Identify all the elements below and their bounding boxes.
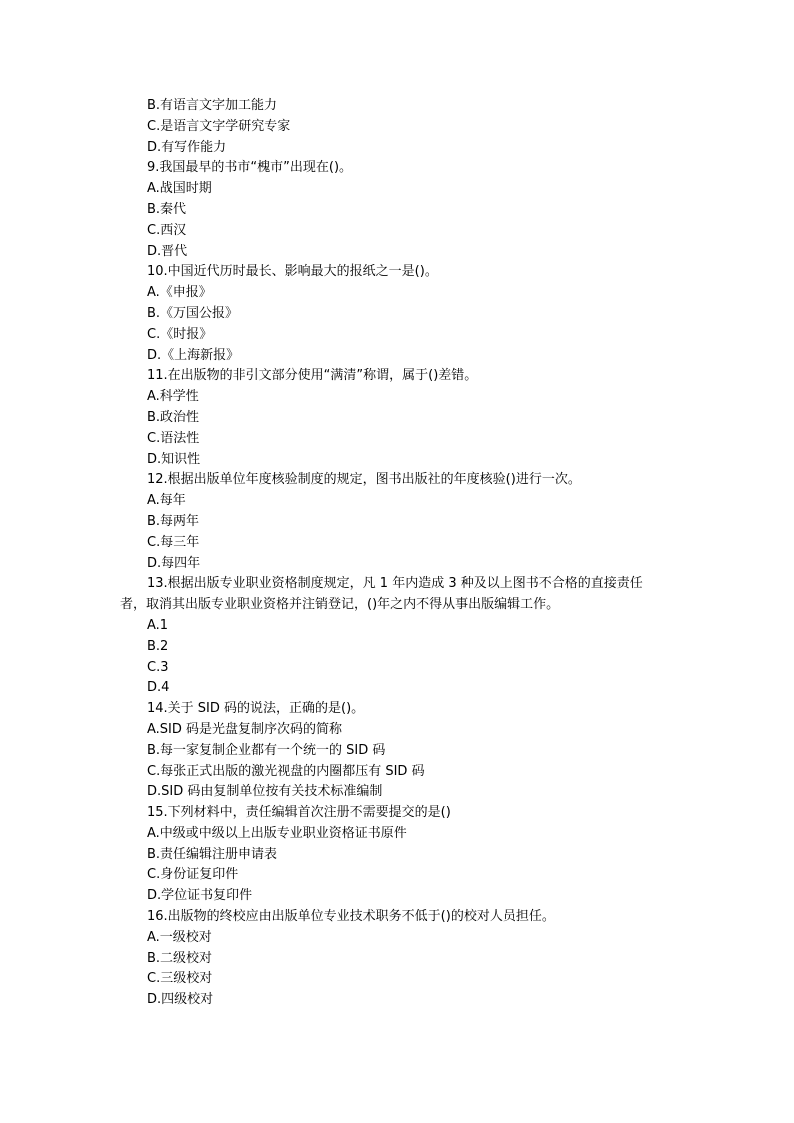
option-line: D.学位证书复印件 xyxy=(147,888,253,904)
question-line: 11.在出版物的非引文部分使用“满清”称谓，属于()差错。 xyxy=(147,368,478,384)
option-line: B.每一家复制企业都有一个统一的 SID 码 xyxy=(147,742,386,758)
option-line: C.西汉 xyxy=(147,222,187,238)
option-line: D.《上海新报》 xyxy=(147,347,240,363)
option-line: C.每三年 xyxy=(147,534,200,550)
option-line: C.每张正式出版的激光视盘的内圈都压有 SID 码 xyxy=(147,763,425,779)
option-line: C.三级校对 xyxy=(147,971,213,987)
option-line: D.知识性 xyxy=(147,451,201,467)
option-line: B.二级校对 xyxy=(147,950,213,966)
option-line: B.有语言文字加工能力 xyxy=(147,98,278,113)
document-content xyxy=(120,96,687,1011)
question-line: 13.根据出版专业职业资格制度规定，凡 1 年内造成 3 种及以上图书不合格的直接责任者，取消其出版专业职业资格并注销登记，()年之内不得从事出版编辑工作。 xyxy=(120,576,643,613)
question-line: 12.根据出版单位年度核验制度的规定，图书出版社的年度核验()进行一次。 xyxy=(147,472,581,488)
option-line: A.一级校对 xyxy=(147,929,212,945)
option-line: D.SID 码由复制单位按有关技术标准编制 xyxy=(147,784,383,800)
option-line: C.身份证复印件 xyxy=(147,867,239,883)
option-line: A.SID 码是光盘复制序次码的简称 xyxy=(147,721,343,737)
option-line: C.语法性 xyxy=(147,430,200,446)
option-line: B.《万国公报》 xyxy=(147,305,239,321)
option-line: A.《申报》 xyxy=(147,285,212,301)
option-line: D.每四年 xyxy=(147,555,201,571)
question-line: 15.下列材料中，责任编辑首次注册不需要提交的是() xyxy=(147,805,451,821)
option-line: A.每年 xyxy=(147,493,186,509)
option-line: C.是语言文字学研究专家 xyxy=(147,118,291,134)
option-line: A.中级或中级以上出版专业职业资格证书原件 xyxy=(147,825,407,841)
option-line: A.1 xyxy=(147,617,169,633)
option-line: B.政治性 xyxy=(147,409,200,425)
option-line: A.战国时期 xyxy=(147,181,212,197)
option-line: D.四级校对 xyxy=(147,992,214,1008)
option-line: C.3 xyxy=(147,659,169,675)
option-line: B.每两年 xyxy=(147,513,200,529)
question-line: 16.出版物的终校应由出版单位专业技术职务不低于()的校对人员担任。 xyxy=(147,909,555,925)
option-line: B.秦代 xyxy=(147,201,187,217)
option-line: D.晋代 xyxy=(147,243,188,259)
option-line: D.4 xyxy=(147,680,170,696)
question-line: 10.中国近代历时最长、影响最大的报纸之一是()。 xyxy=(147,264,438,280)
question-line: 9.我国最早的书市“槐市”出现在()。 xyxy=(147,160,353,176)
option-line: C.《时报》 xyxy=(147,326,213,342)
option-line: B.责任编辑注册申请表 xyxy=(147,846,278,862)
option-line: A.科学性 xyxy=(147,389,199,405)
option-line: B.2 xyxy=(147,638,169,654)
question-line: 14.关于 SID 码的说法，正确的是()。 xyxy=(147,701,365,717)
option-line: D.有写作能力 xyxy=(147,139,227,155)
